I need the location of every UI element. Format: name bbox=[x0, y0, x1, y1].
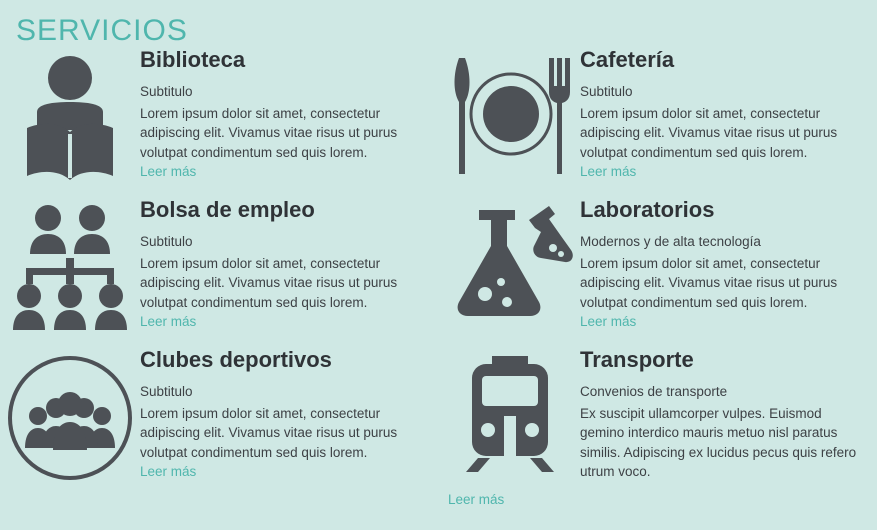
read-more-link[interactable]: Leer más bbox=[580, 164, 637, 180]
plate-cutlery-icon bbox=[440, 48, 580, 182]
card-title: Cafetería bbox=[580, 47, 675, 72]
card-title: Clubes deportivos bbox=[140, 347, 332, 372]
service-card-transporte bbox=[440, 348, 877, 508]
read-more-link[interactable]: Leer más bbox=[140, 314, 197, 330]
service-card-clubes-deportivos bbox=[0, 348, 440, 508]
flask-beaker-icon bbox=[440, 198, 580, 322]
card-body: Lorem ipsum dolor sit amet, consectetur adipiscing elit. Vivamus vitae risus ut purus volutpat condimentum sed quis lorem. bbox=[140, 255, 398, 310]
service-text-clubes-deportivos bbox=[140, 348, 440, 481]
people-group-icon bbox=[0, 198, 140, 332]
card-body: Ex suscipit ullamcorper vulpes. Euismod gemino interdico mauris metuo nisl paratus similis. Adipiscing ex lucidus pecus quis refero utrum voco. bbox=[580, 405, 857, 480]
card-subtitle: Convenios de transporte bbox=[580, 384, 728, 400]
service-text-laboratorios bbox=[580, 198, 877, 331]
card-body: Lorem ipsum dolor sit amet, consectetur adipiscing elit. Vivamus vitae risus ut purus volutpat condimentum sed quis lorem. bbox=[140, 405, 398, 460]
card-title: Bolsa de empleo bbox=[140, 197, 315, 222]
service-text-transporte bbox=[580, 348, 877, 482]
card-subtitle: Subtitulo bbox=[140, 234, 193, 250]
transport-icon-column bbox=[440, 348, 580, 507]
card-body: Lorem ipsum dolor sit amet, consectetur adipiscing elit. Vivamus vitae risus ut purus volutpat condimentum sed quis lorem. bbox=[140, 105, 398, 160]
services-grid bbox=[0, 48, 877, 508]
card-subtitle: Subtitulo bbox=[140, 84, 193, 100]
reading-person-icon bbox=[0, 48, 140, 192]
card-body: Lorem ipsum dolor sit amet, consectetur adipiscing elit. Vivamus vitae risus ut purus volutpat condimentum sed quis lorem. bbox=[580, 105, 838, 160]
service-card-biblioteca bbox=[0, 48, 440, 198]
read-more-link[interactable]: Leer más bbox=[580, 314, 637, 330]
service-card-cafeteria bbox=[440, 48, 877, 198]
service-text-bolsa-de-empleo bbox=[140, 198, 440, 331]
card-subtitle: Subtitulo bbox=[580, 84, 633, 100]
people-circle-icon bbox=[0, 348, 140, 484]
page-title: SERVICIOS bbox=[16, 14, 188, 47]
service-card-bolsa-de-empleo bbox=[0, 198, 440, 348]
service-text-biblioteca bbox=[140, 48, 440, 181]
card-title: Transporte bbox=[580, 347, 694, 372]
read-more-link[interactable]: Leer más bbox=[140, 464, 197, 480]
read-more-link[interactable]: Leer más bbox=[140, 164, 197, 180]
card-body: Lorem ipsum dolor sit amet, consectetur adipiscing elit. Vivamus vitae risus ut purus volutpat condimentum sed quis lorem. bbox=[580, 255, 838, 310]
card-title: Laboratorios bbox=[580, 197, 715, 222]
train-icon bbox=[458, 354, 562, 474]
service-text-cafeteria bbox=[580, 48, 877, 181]
service-card-laboratorios bbox=[440, 198, 877, 348]
card-subtitle: Subtitulo bbox=[140, 384, 193, 400]
card-subtitle: Modernos y de alta tecnología bbox=[580, 234, 761, 250]
card-title: Biblioteca bbox=[140, 47, 246, 72]
read-more-link[interactable]: Leer más bbox=[448, 492, 505, 507]
